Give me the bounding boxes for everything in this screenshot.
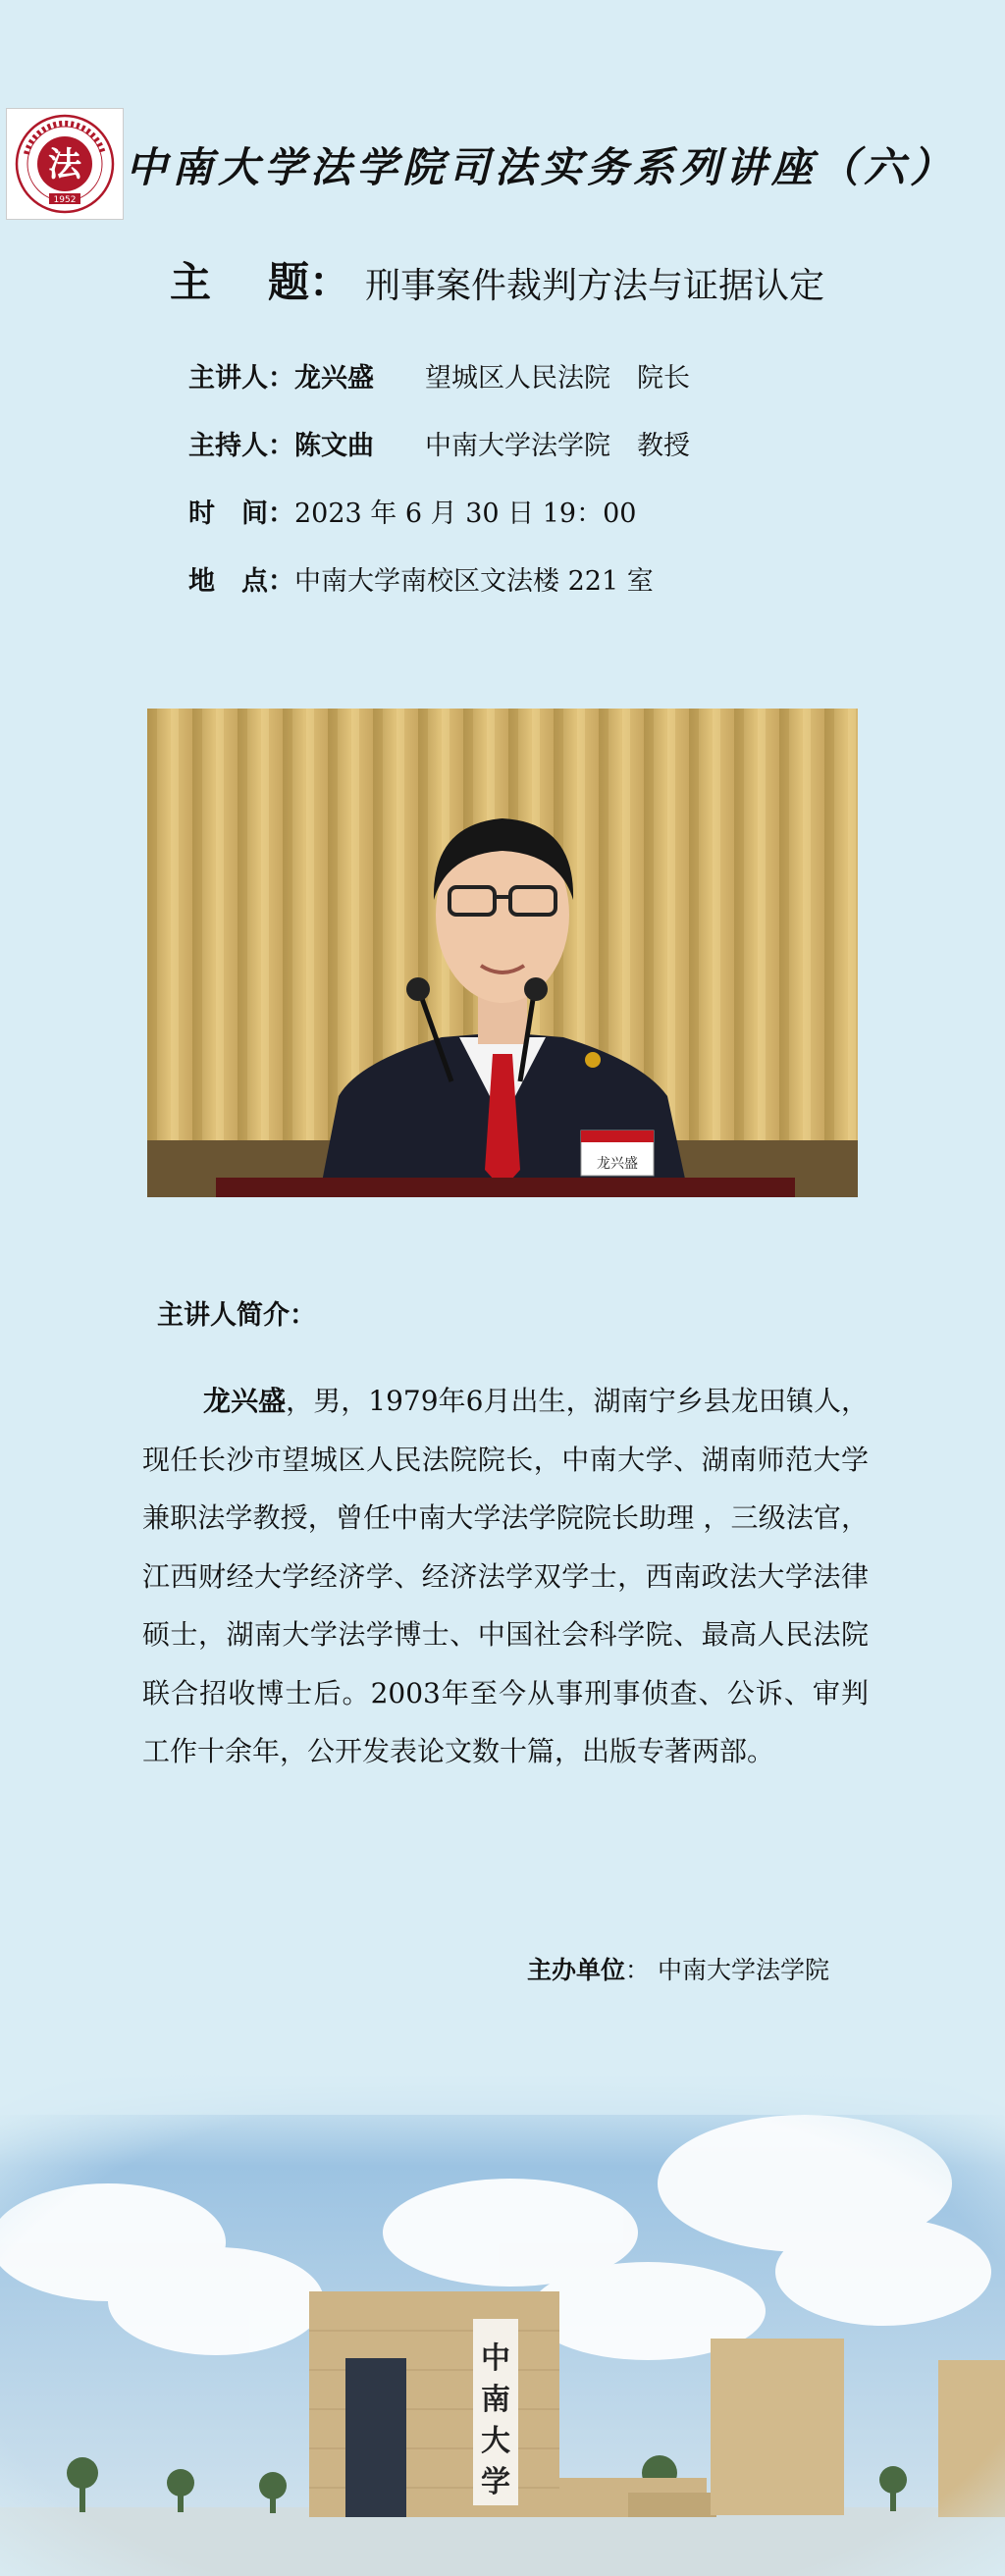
topic-label: [170, 250, 350, 309]
time-value: 2023 年 6 月 30 日 19：00: [294, 499, 637, 529]
time-row: [188, 492, 636, 531]
organizer-line: [527, 1951, 829, 1986]
organizer-sep: ：: [625, 1956, 651, 1984]
organizer-value: 中南大学法学院: [658, 1956, 830, 1984]
logo-glyph: 法: [48, 145, 81, 184]
moderator-row: [188, 424, 690, 463]
topic-label-1: 主: [170, 258, 212, 306]
moderator-affiliation: 中南大学法学院 教授: [425, 431, 690, 461]
bio-paragraph: [142, 1372, 869, 1781]
law-school-logo: [6, 108, 124, 220]
place-row: [188, 559, 654, 599]
place-value: 中南大学南校区文法楼 221 室: [294, 566, 654, 597]
speaker-photo: [147, 709, 858, 1197]
bio-body: ，男，1979年6月出生，湖南宁乡县龙田镇人，现任长沙市望城区人民法院院长，中南大学、湖南师范大学兼职法学教授，曾任中南大学法学院院长助理 ，三级法官，江西财经大学经济学、经济法学双学士，西南政法大学法律硕士，湖南大学法学博士、中国社会科学院、最高人民法院联合招收博士后。2003年至今从事刑事侦查、公诉、审判工作十余年，公开发表论文数十篇，出版专著两部。: [142, 1385, 869, 1767]
speaker-label: 主讲人：: [188, 363, 294, 394]
topic-title: 刑事案件裁判方法与证据认定: [365, 266, 825, 306]
bio-name: 龙兴盛: [203, 1385, 287, 1417]
nameplate-text: 龙兴盛: [597, 1156, 638, 1172]
speaker-row: [188, 356, 690, 395]
logo-year: 1952: [53, 195, 77, 205]
topic-label-2: 题：: [268, 258, 351, 306]
moderator-name: 陈文曲: [294, 431, 374, 461]
speaker-affiliation: 望城区人民法院 院长: [425, 363, 690, 394]
bio-heading: 主讲人简介：: [157, 1300, 316, 1331]
place-label: 地 点：: [188, 566, 294, 597]
campus-gate-image: [0, 2076, 1005, 2576]
time-label: 时 间：: [188, 499, 294, 529]
speaker-name: 龙兴盛: [294, 363, 374, 394]
moderator-label: 主持人：: [188, 431, 294, 461]
organizer-label: 主办单位: [527, 1956, 626, 1984]
page-title: 中南大学法学院司法实务系列讲座（六）: [126, 143, 957, 191]
